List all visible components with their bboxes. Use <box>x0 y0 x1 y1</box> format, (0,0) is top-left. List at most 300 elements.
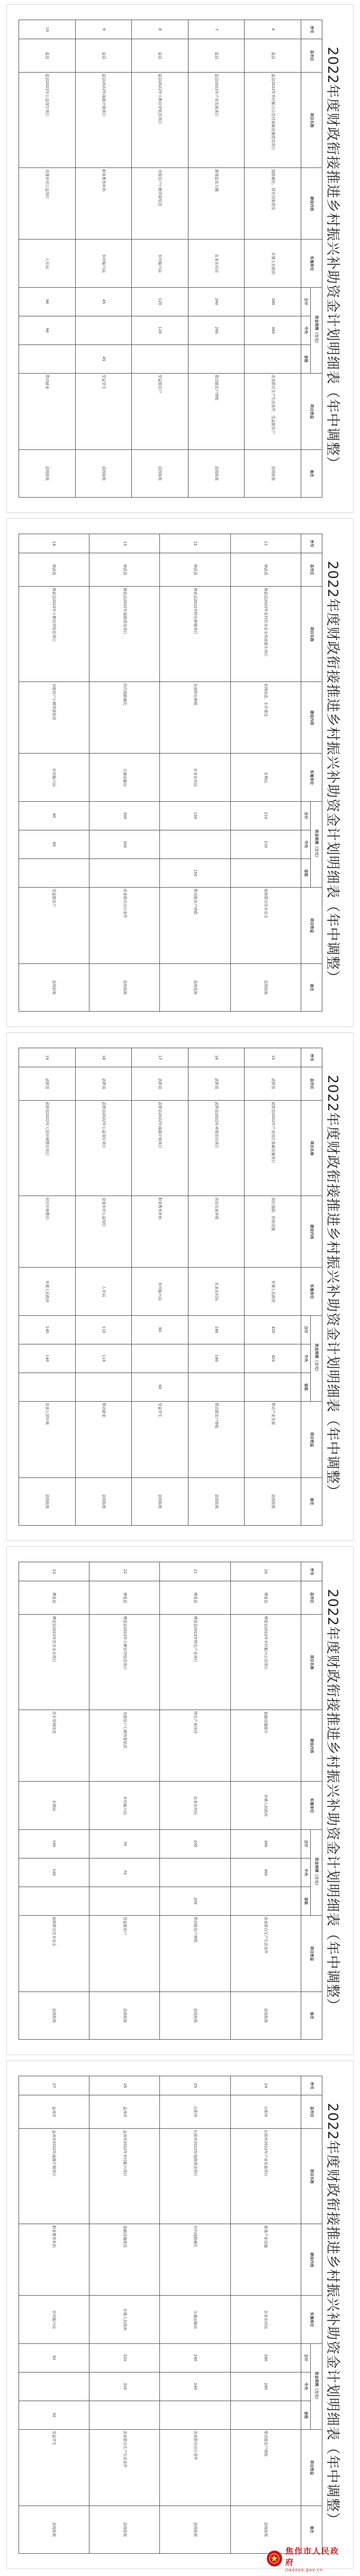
header-remark: 备注 <box>301 1991 322 2039</box>
cell-unit: 交通运输局 <box>89 754 160 801</box>
cell-seq: 13 <box>89 534 160 553</box>
cell-county: 博爱县 <box>230 1581 301 1615</box>
cell-remark: 县级报账 <box>245 1477 301 1525</box>
cell-provincial: 60 <box>132 1373 188 1401</box>
cell-benefit: 受益脱贫户 <box>89 1915 160 1991</box>
cell-provincial <box>245 344 301 373</box>
cell-remark: 县级报账 <box>19 1991 89 2039</box>
cell-total: 180 <box>188 1315 245 1344</box>
cell-content: 村庄环境整治 <box>19 1196 76 1268</box>
cell-unit: 乡村振兴局 <box>75 240 132 287</box>
cell-central: 260 <box>188 316 245 344</box>
header-total: 合计 <box>301 2343 311 2372</box>
cell-county: 武陟县 <box>188 1067 245 1101</box>
cell-county: 博爱县 <box>19 1581 89 1615</box>
cell-county: 温县 <box>188 39 245 73</box>
cell-seq: 6 <box>245 20 301 39</box>
cell-project: 武陟县2022年养殖扶持项目 <box>188 1101 245 1196</box>
header-seq: 序号 <box>301 20 322 39</box>
cell-unit: 乡镇人民政府 <box>245 1268 301 1315</box>
cell-content: 基础设施建设 <box>89 2224 160 2296</box>
cell-content: 对脱贫户小额贷款贴息 <box>19 682 89 754</box>
cell-benefit: 带动脱贫户增收 <box>188 373 245 449</box>
cell-provincial: 150 <box>160 858 230 887</box>
cell-central: 300 <box>89 830 160 858</box>
cell-provincial <box>245 1373 301 1401</box>
cell-county: 温县 <box>132 39 188 73</box>
header-county: 县市区 <box>301 39 322 73</box>
cell-total: 200 <box>160 1829 230 1858</box>
cell-county: 武陟县 <box>19 1067 76 1101</box>
cell-county: 武陟县 <box>132 1067 188 1101</box>
cell-total: 96 <box>19 287 76 316</box>
table-row <box>75 1048 132 1526</box>
cell-project: 博爱县2022年特色产业项目 <box>160 1615 230 1710</box>
rotated-table-sheet <box>13 2068 347 2561</box>
cell-central: 180 <box>188 1344 245 1373</box>
cell-remark: 县级报账 <box>188 1477 245 1525</box>
cell-central: 420 <box>245 1344 301 1373</box>
table-row <box>160 2076 230 2554</box>
cell-benefit: 改善群众出行条件 <box>89 887 160 963</box>
cell-project: 武陟县2022年人居环境整治项目 <box>19 1101 76 1196</box>
cell-project: 修武县2022年农村饮水安全巩固提升项目 <box>230 587 301 682</box>
cell-remark: 县级报账 <box>89 1991 160 2039</box>
table-row <box>19 1562 89 2040</box>
fund-plan-table <box>19 2076 322 2554</box>
cell-content: 道路硬化、排水沟渠建设 <box>245 168 301 240</box>
cell-unit: 农业农村局 <box>188 240 245 287</box>
document-page <box>6 1032 354 1541</box>
cell-content: 职业教育补助 <box>19 2224 89 2296</box>
header-funds: 资金规模（万元） <box>311 801 322 887</box>
cell-provincial <box>89 858 160 887</box>
cell-central <box>19 2372 89 2401</box>
cell-provincial <box>75 1373 132 1401</box>
cell-seq: 17 <box>132 1048 188 1067</box>
fund-plan-table <box>19 1562 322 2040</box>
cell-benefit: 带动就业 <box>19 373 76 449</box>
header-provincial: 省级 <box>301 1887 311 1915</box>
cell-total: 160 <box>19 1829 89 1858</box>
document-page <box>6 518 354 1027</box>
watermark <box>267 2546 346 2571</box>
cell-total: 320 <box>89 2343 160 2372</box>
cell-unit: 农业农村局 <box>160 754 230 801</box>
cell-remark: 县级报账 <box>75 449 132 497</box>
cell-seq: 12 <box>160 534 230 553</box>
cell-total: 45 <box>75 287 132 316</box>
header-unit: 实施单位 <box>301 1268 322 1315</box>
cell-benefit: 保障群众饮水安全 <box>230 887 301 963</box>
cell-content: 供水管网改造 <box>19 1710 89 1782</box>
cell-total: 110 <box>75 1315 132 1344</box>
fund-plan-table <box>19 20 322 498</box>
cell-provincial <box>19 1887 89 1915</box>
cell-county: 孟州市 <box>89 2095 160 2129</box>
header-benefit: 项目效益 <box>301 1915 322 1991</box>
cell-provincial <box>132 344 188 373</box>
cell-county: 孟州市 <box>19 2095 89 2129</box>
table-row <box>75 20 132 498</box>
cell-provincial <box>230 1887 301 1915</box>
header-content: 建设内容 <box>301 682 322 754</box>
cell-unit: 乡镇人民政府 <box>230 1782 301 1829</box>
cell-central: 380 <box>245 316 301 344</box>
page-title: 2022年度财政衔接推进乡村振兴补助资金计划明细表（年中调整） <box>325 561 340 985</box>
cell-unit: 农业农村局 <box>160 1782 230 1829</box>
cell-remark: 县级报账 <box>19 1477 76 1525</box>
cell-project: 沁阳市2022年产业发展项目 <box>230 2129 301 2224</box>
cell-project: 温县2022年产业发展项目 <box>188 73 245 168</box>
cell-seq: 24 <box>230 2076 301 2095</box>
header-unit: 实施单位 <box>301 1782 322 1829</box>
cell-county: 修武县 <box>160 553 230 587</box>
header-total: 合计 <box>301 287 311 316</box>
government-emblem-icon <box>267 2551 282 2566</box>
header-county: 县市区 <box>301 553 322 587</box>
header-unit: 实施单位 <box>301 240 322 287</box>
header-provincial: 省级 <box>301 858 311 887</box>
header-funds: 资金规模（万元） <box>311 1315 322 1401</box>
table-row <box>230 534 301 1012</box>
cell-benefit: 受益学生 <box>75 373 132 449</box>
cell-project: 武陟县2022年产业园区基础设施项目 <box>245 1101 301 1196</box>
table-row <box>245 1048 301 1526</box>
table-row <box>160 534 230 1012</box>
page-title: 2022年度财政衔接推进乡村振兴补助资金计划明细表（年中调整） <box>325 47 340 471</box>
header-central: 中央 <box>301 830 311 858</box>
cell-unit: 农业农村局 <box>188 1268 245 1315</box>
cell-seq: 16 <box>188 1048 245 1067</box>
table-row <box>19 1048 76 1526</box>
cell-content: 新建产业设施 <box>230 2224 301 2296</box>
cell-unit: 人社局 <box>19 240 76 287</box>
header-unit: 实施单位 <box>301 2296 322 2343</box>
cell-seq: 20 <box>230 1562 301 1581</box>
cell-seq: 25 <box>160 2076 230 2095</box>
cell-content: 职业教育补助 <box>75 168 132 240</box>
cell-total: 380 <box>245 287 301 316</box>
cell-central: 80 <box>19 830 89 858</box>
cell-central: 140 <box>19 1344 76 1373</box>
cell-total: 360 <box>230 1829 301 1858</box>
cell-provincial <box>160 2401 230 2429</box>
cell-central: 210 <box>230 830 301 858</box>
cell-provincial: 200 <box>160 1887 230 1915</box>
table-row <box>19 534 89 1012</box>
header-project: 项目名称 <box>301 1615 322 1710</box>
cell-seq: 15 <box>245 1048 301 1067</box>
cell-central: 160 <box>19 1858 89 1887</box>
cell-unit: 农业农村局 <box>230 2296 301 2343</box>
cell-provincial <box>188 1373 245 1401</box>
cell-total: 150 <box>160 801 230 830</box>
cell-project: 修武县2022年道路建设项目 <box>89 587 160 682</box>
header-seq: 序号 <box>301 1562 322 1581</box>
cell-benefit: 改善群众生产生活条件 <box>230 1915 301 1991</box>
cell-county: 沁阳市 <box>160 2095 230 2129</box>
cell-remark: 县级报账 <box>160 963 230 1011</box>
cell-county: 温县 <box>75 39 132 73</box>
header-remark: 备注 <box>301 1477 322 1525</box>
header-seq: 序号 <box>301 534 322 553</box>
rotated-table-sheet <box>13 12 347 505</box>
cell-unit: 乡镇人民政府 <box>19 1268 76 1315</box>
cell-content: 村内道路硬化 <box>89 682 160 754</box>
cell-content: 基础设施提升 <box>230 1710 301 1782</box>
cell-central <box>132 1344 188 1373</box>
document-page <box>6 1546 354 2055</box>
cell-benefit: 带动脱贫户增收 <box>160 887 230 963</box>
cell-total: 120 <box>132 287 188 316</box>
cell-content: 对脱贫户小额贷款贴息 <box>89 1710 160 1782</box>
watermark-url: jiaozuo.gov.cn <box>285 2567 323 2572</box>
page-title: 2022年度财政衔接推进乡村振兴补助资金计划明细表（年中调整） <box>325 1589 340 2013</box>
cell-project: 孟州市2022年乡村振兴项目 <box>89 2129 160 2224</box>
cell-benefit: 带动脱贫户增收 <box>188 1401 245 1477</box>
cell-county: 修武县 <box>230 553 301 587</box>
cell-provincial <box>89 1887 160 1915</box>
cell-seq: 23 <box>19 1562 89 1581</box>
cell-project: 修武县2022年特色种植项目 <box>160 587 230 682</box>
cell-project: 修武县2022年小额信贷贴息项目 <box>19 587 89 682</box>
document-page <box>6 2060 354 2569</box>
cell-remark: 县级报账 <box>245 449 301 497</box>
cell-benefit: 受益脱贫户 <box>19 887 89 963</box>
cell-content: 扶持发展养殖 <box>188 1196 245 1268</box>
cell-content: 特色产业扶持 <box>160 1710 230 1782</box>
cell-unit: 乡村振兴局 <box>19 754 89 801</box>
cell-project: 温县2022年公益岗位项目 <box>19 73 76 168</box>
cell-unit: 人社局 <box>75 1268 132 1315</box>
cell-remark: 县级报账 <box>160 2506 230 2553</box>
cell-central: 360 <box>230 1858 301 1887</box>
cell-benefit: 带动脱贫户增收 <box>160 1915 230 1991</box>
table-row <box>132 20 188 498</box>
cell-seq: 10 <box>19 20 76 39</box>
cell-total: 60 <box>132 1315 188 1344</box>
cell-provincial <box>19 344 76 373</box>
cell-unit: 乡镇人民政府 <box>245 240 301 287</box>
header-seq: 序号 <box>301 1048 322 1067</box>
table-row <box>19 20 76 498</box>
cell-project: 沁阳市2022年道路建设项目 <box>160 2129 230 2224</box>
cell-provincial: 45 <box>75 344 132 373</box>
cell-seq: 19 <box>19 1048 76 1067</box>
cell-central: 240 <box>160 2372 230 2401</box>
header-total: 合计 <box>301 801 311 830</box>
table-row <box>188 1048 245 1526</box>
header-remark: 备注 <box>301 2506 322 2553</box>
cell-county: 温县 <box>19 39 76 73</box>
rotated-table-sheet <box>13 1554 347 2047</box>
cell-remark: 县级报账 <box>89 963 160 1011</box>
cell-county: 武陟县 <box>245 1067 301 1101</box>
page-title: 2022年度财政衔接推进乡村振兴补助资金计划明细表（年中调整） <box>325 1075 340 1499</box>
cell-unit: 水利局 <box>19 1782 89 1829</box>
cell-seq: 7 <box>188 20 245 39</box>
cell-benefit: 保障群众饮水安全 <box>19 1915 89 1991</box>
table-row <box>245 20 301 498</box>
table-row <box>230 2076 301 2554</box>
rotated-table-sheet <box>13 1040 347 1533</box>
cell-content: 设置乡村公益岗位 <box>75 1196 132 1268</box>
cell-project: 博爱县2022年饮水安全项目 <box>19 1615 89 1710</box>
table-row <box>19 2076 89 2554</box>
cell-central <box>160 1858 230 1887</box>
header-project: 项目名称 <box>301 73 322 168</box>
cell-project: 温县2022年雨露计划项目 <box>75 73 132 168</box>
cell-unit: 水利局 <box>230 754 301 801</box>
header-funds: 资金规模（万元） <box>311 2343 322 2429</box>
cell-county: 博爱县 <box>160 1581 230 1615</box>
header-project: 项目名称 <box>301 587 322 682</box>
cell-central: 320 <box>89 2372 160 2401</box>
cell-remark: 县级报账 <box>188 449 245 497</box>
cell-seq: 22 <box>89 1562 160 1581</box>
table-row <box>188 20 245 498</box>
cell-benefit: 改善人居环境 <box>19 1401 76 1477</box>
cell-content: 管网改造、水井建设 <box>230 682 301 754</box>
cell-total: 260 <box>188 287 245 316</box>
table-row <box>89 2076 160 2554</box>
header-remark: 备注 <box>301 963 322 1011</box>
cell-benefit: 带动脱贫户增收 <box>230 2429 301 2506</box>
cell-central: 70 <box>89 1858 160 1887</box>
cell-content: 设置乡村公益岗位 <box>19 168 76 240</box>
cell-project: 温县2022年乡村振兴示范村基础设施建设项目 <box>245 73 301 168</box>
cell-central <box>75 316 132 344</box>
cell-benefit: 受益学生 <box>19 2429 89 2506</box>
cell-remark: 县级报账 <box>230 2506 301 2553</box>
cell-remark: 县级报账 <box>19 2506 89 2553</box>
cell-project: 博爱县2022年小额信贷贴息项目 <box>89 1615 160 1710</box>
header-benefit: 项目效益 <box>301 887 322 963</box>
cell-content: 发展特色种植 <box>160 682 230 754</box>
cell-project: 温县2022年小额信贷贴息项目 <box>132 73 188 168</box>
header-county: 县市区 <box>301 1067 322 1101</box>
header-provincial: 省级 <box>301 1373 311 1401</box>
table-row <box>89 534 160 1012</box>
cell-remark: 县级报账 <box>75 1477 132 1525</box>
fund-plan-table <box>19 534 322 1012</box>
cell-total: 70 <box>89 1829 160 1858</box>
table-row <box>132 1048 188 1526</box>
cell-remark: 县级报账 <box>89 2506 160 2553</box>
header-content: 建设内容 <box>301 2224 322 2296</box>
cell-provincial <box>89 2401 160 2429</box>
cell-benefit: 带动就业 <box>75 1401 132 1477</box>
header-central: 中央 <box>301 1858 311 1887</box>
cell-central <box>160 830 230 858</box>
cell-benefit: 改善群众生产生活条件 <box>89 2429 160 2506</box>
cell-seq: 18 <box>75 1048 132 1067</box>
cell-county: 修武县 <box>89 553 160 587</box>
cell-benefit: 受益学生 <box>132 1401 188 1477</box>
cell-total: 80 <box>19 801 89 830</box>
cell-county: 温县 <box>245 39 301 73</box>
cell-central: 110 <box>75 1344 132 1373</box>
cell-remark: 县级报账 <box>132 449 188 497</box>
document-page <box>6 4 354 513</box>
cell-unit: 乡村振兴局 <box>19 2296 89 2343</box>
cell-provincial <box>19 858 89 887</box>
header-county: 县市区 <box>301 1581 322 1615</box>
table-row <box>230 1562 301 2040</box>
header-unit: 实施单位 <box>301 754 322 801</box>
cell-total: 140 <box>19 1315 76 1344</box>
cell-county: 博爱县 <box>89 1581 160 1615</box>
cell-project: 武陟县2022年雨露计划项目 <box>132 1101 188 1196</box>
cell-total: 50 <box>19 2343 89 2372</box>
cell-unit: 乡村振兴局 <box>132 240 188 287</box>
header-content: 建设内容 <box>301 168 322 240</box>
cell-benefit: 改善群众生产生活条件，受益脱贫户 <box>245 373 301 449</box>
cell-content: 新建温室大棚 <box>188 168 245 240</box>
cell-total: 300 <box>89 801 160 830</box>
cell-content: 村内道路硬化 <box>160 2224 230 2296</box>
header-content: 建设内容 <box>301 1196 322 1268</box>
cell-total: 210 <box>230 801 301 830</box>
header-provincial: 省级 <box>301 2401 311 2429</box>
table-row <box>89 1562 160 2040</box>
cell-seq: 21 <box>160 1562 230 1581</box>
cell-remark: 县级报账 <box>19 963 89 1011</box>
cell-seq: 11 <box>230 534 301 553</box>
cell-total: 420 <box>245 1315 301 1344</box>
cell-seq: 8 <box>132 20 188 39</box>
header-total: 合计 <box>301 1315 311 1344</box>
fund-plan-table <box>19 1048 322 1526</box>
header-benefit: 项目效益 <box>301 373 322 449</box>
header-county: 县市区 <box>301 2095 322 2129</box>
cell-seq: 9 <box>75 20 132 39</box>
cell-project: 孟州市2022年雨露计划项目 <box>19 2129 89 2224</box>
header-project: 项目名称 <box>301 1101 322 1196</box>
cell-central: 120 <box>132 316 188 344</box>
cell-county: 沁阳市 <box>230 2095 301 2129</box>
cell-unit: 交通运输局 <box>160 2296 230 2343</box>
header-benefit: 项目效益 <box>301 1401 322 1477</box>
cell-provincial <box>19 1373 76 1401</box>
table-row <box>160 1562 230 2040</box>
cell-benefit: 受益脱贫户 <box>132 373 188 449</box>
cell-remark: 县级报账 <box>132 1477 188 1525</box>
cell-content: 职业教育补助 <box>132 1196 188 1268</box>
page-title: 2022年度财政衔接推进乡村振兴补助资金计划明细表（年中调整） <box>325 2103 340 2527</box>
cell-provincial <box>230 858 301 887</box>
header-remark: 备注 <box>301 449 322 497</box>
cell-unit: 乡镇人民政府 <box>89 2296 160 2343</box>
header-central: 中央 <box>301 1344 311 1373</box>
cell-remark: 县级报账 <box>19 449 76 497</box>
header-total: 合计 <box>301 1829 311 1858</box>
cell-central: 280 <box>230 2372 301 2401</box>
cell-seq: 26 <box>89 2076 160 2095</box>
header-benefit: 项目效益 <box>301 2429 322 2506</box>
cell-total: 280 <box>230 2343 301 2372</box>
cell-seq: 14 <box>19 534 89 553</box>
cell-content: 对脱贫户小额贷款贴息 <box>132 168 188 240</box>
cell-total: 240 <box>160 2343 230 2372</box>
cell-benefit: 改善群众出行条件 <box>160 2429 230 2506</box>
cell-unit: 乡村振兴局 <box>132 1268 188 1315</box>
cell-county: 武陟县 <box>75 1067 132 1101</box>
cell-central: 96 <box>19 316 76 344</box>
header-funds: 资金规模（万元） <box>311 287 322 373</box>
cell-unit: 乡村振兴局 <box>89 1782 160 1829</box>
